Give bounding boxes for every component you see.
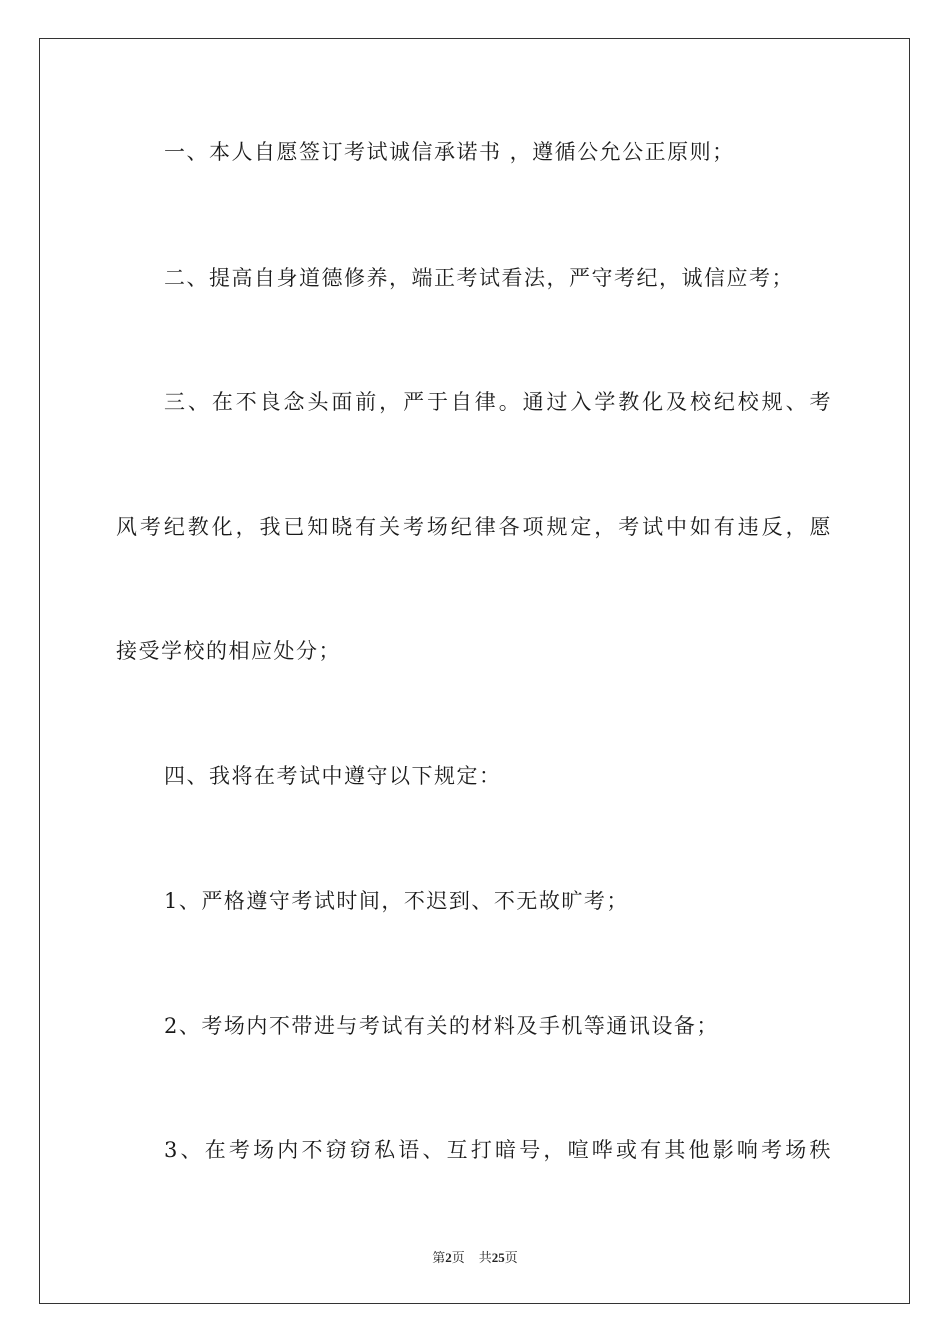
paragraph-line-1: 一、本人自愿签订考试诚信承诺书 ，遵循公允公正原则；	[164, 140, 735, 164]
page-footer	[0, 1249, 950, 1267]
footer-total-suffix: 页	[504, 1250, 518, 1265]
page-border	[39, 38, 910, 1304]
footer-page-suffix: 页	[451, 1250, 465, 1265]
paragraph-line-7: 1、严格遵守考试时间，不迟到、不无故旷考；	[164, 889, 629, 913]
footer-page-number: 2	[445, 1250, 452, 1265]
footer-total-prefix: 共	[478, 1250, 492, 1265]
paragraph-line-9: 3、在考场内不窃窃私语、互打暗号，喧哗或有其他影响考场秩	[164, 1138, 832, 1162]
paragraph-line-6: 四、我将在考试中遵守以下规定：	[164, 764, 502, 788]
paragraph-line-5: 接受学校的相应处分；	[116, 639, 341, 663]
paragraph-line-2: 二、提高自身道德修养，端正考试看法，严守考纪，诚信应考；	[164, 266, 794, 290]
paragraph-line-4: 风考纪教化，我已知晓有关考场纪律各项规定，考试中如有违反，愿	[116, 515, 832, 539]
footer-total-pages: 25	[491, 1250, 505, 1265]
paragraph-line-8: 2、考场内不带进与考试有关的材料及手机等通讯设备；	[164, 1014, 719, 1038]
footer-page-prefix: 第	[432, 1250, 446, 1265]
paragraph-line-3: 三、在不良念头面前，严于自律。通过入学教化及校纪校规、考	[164, 390, 832, 414]
